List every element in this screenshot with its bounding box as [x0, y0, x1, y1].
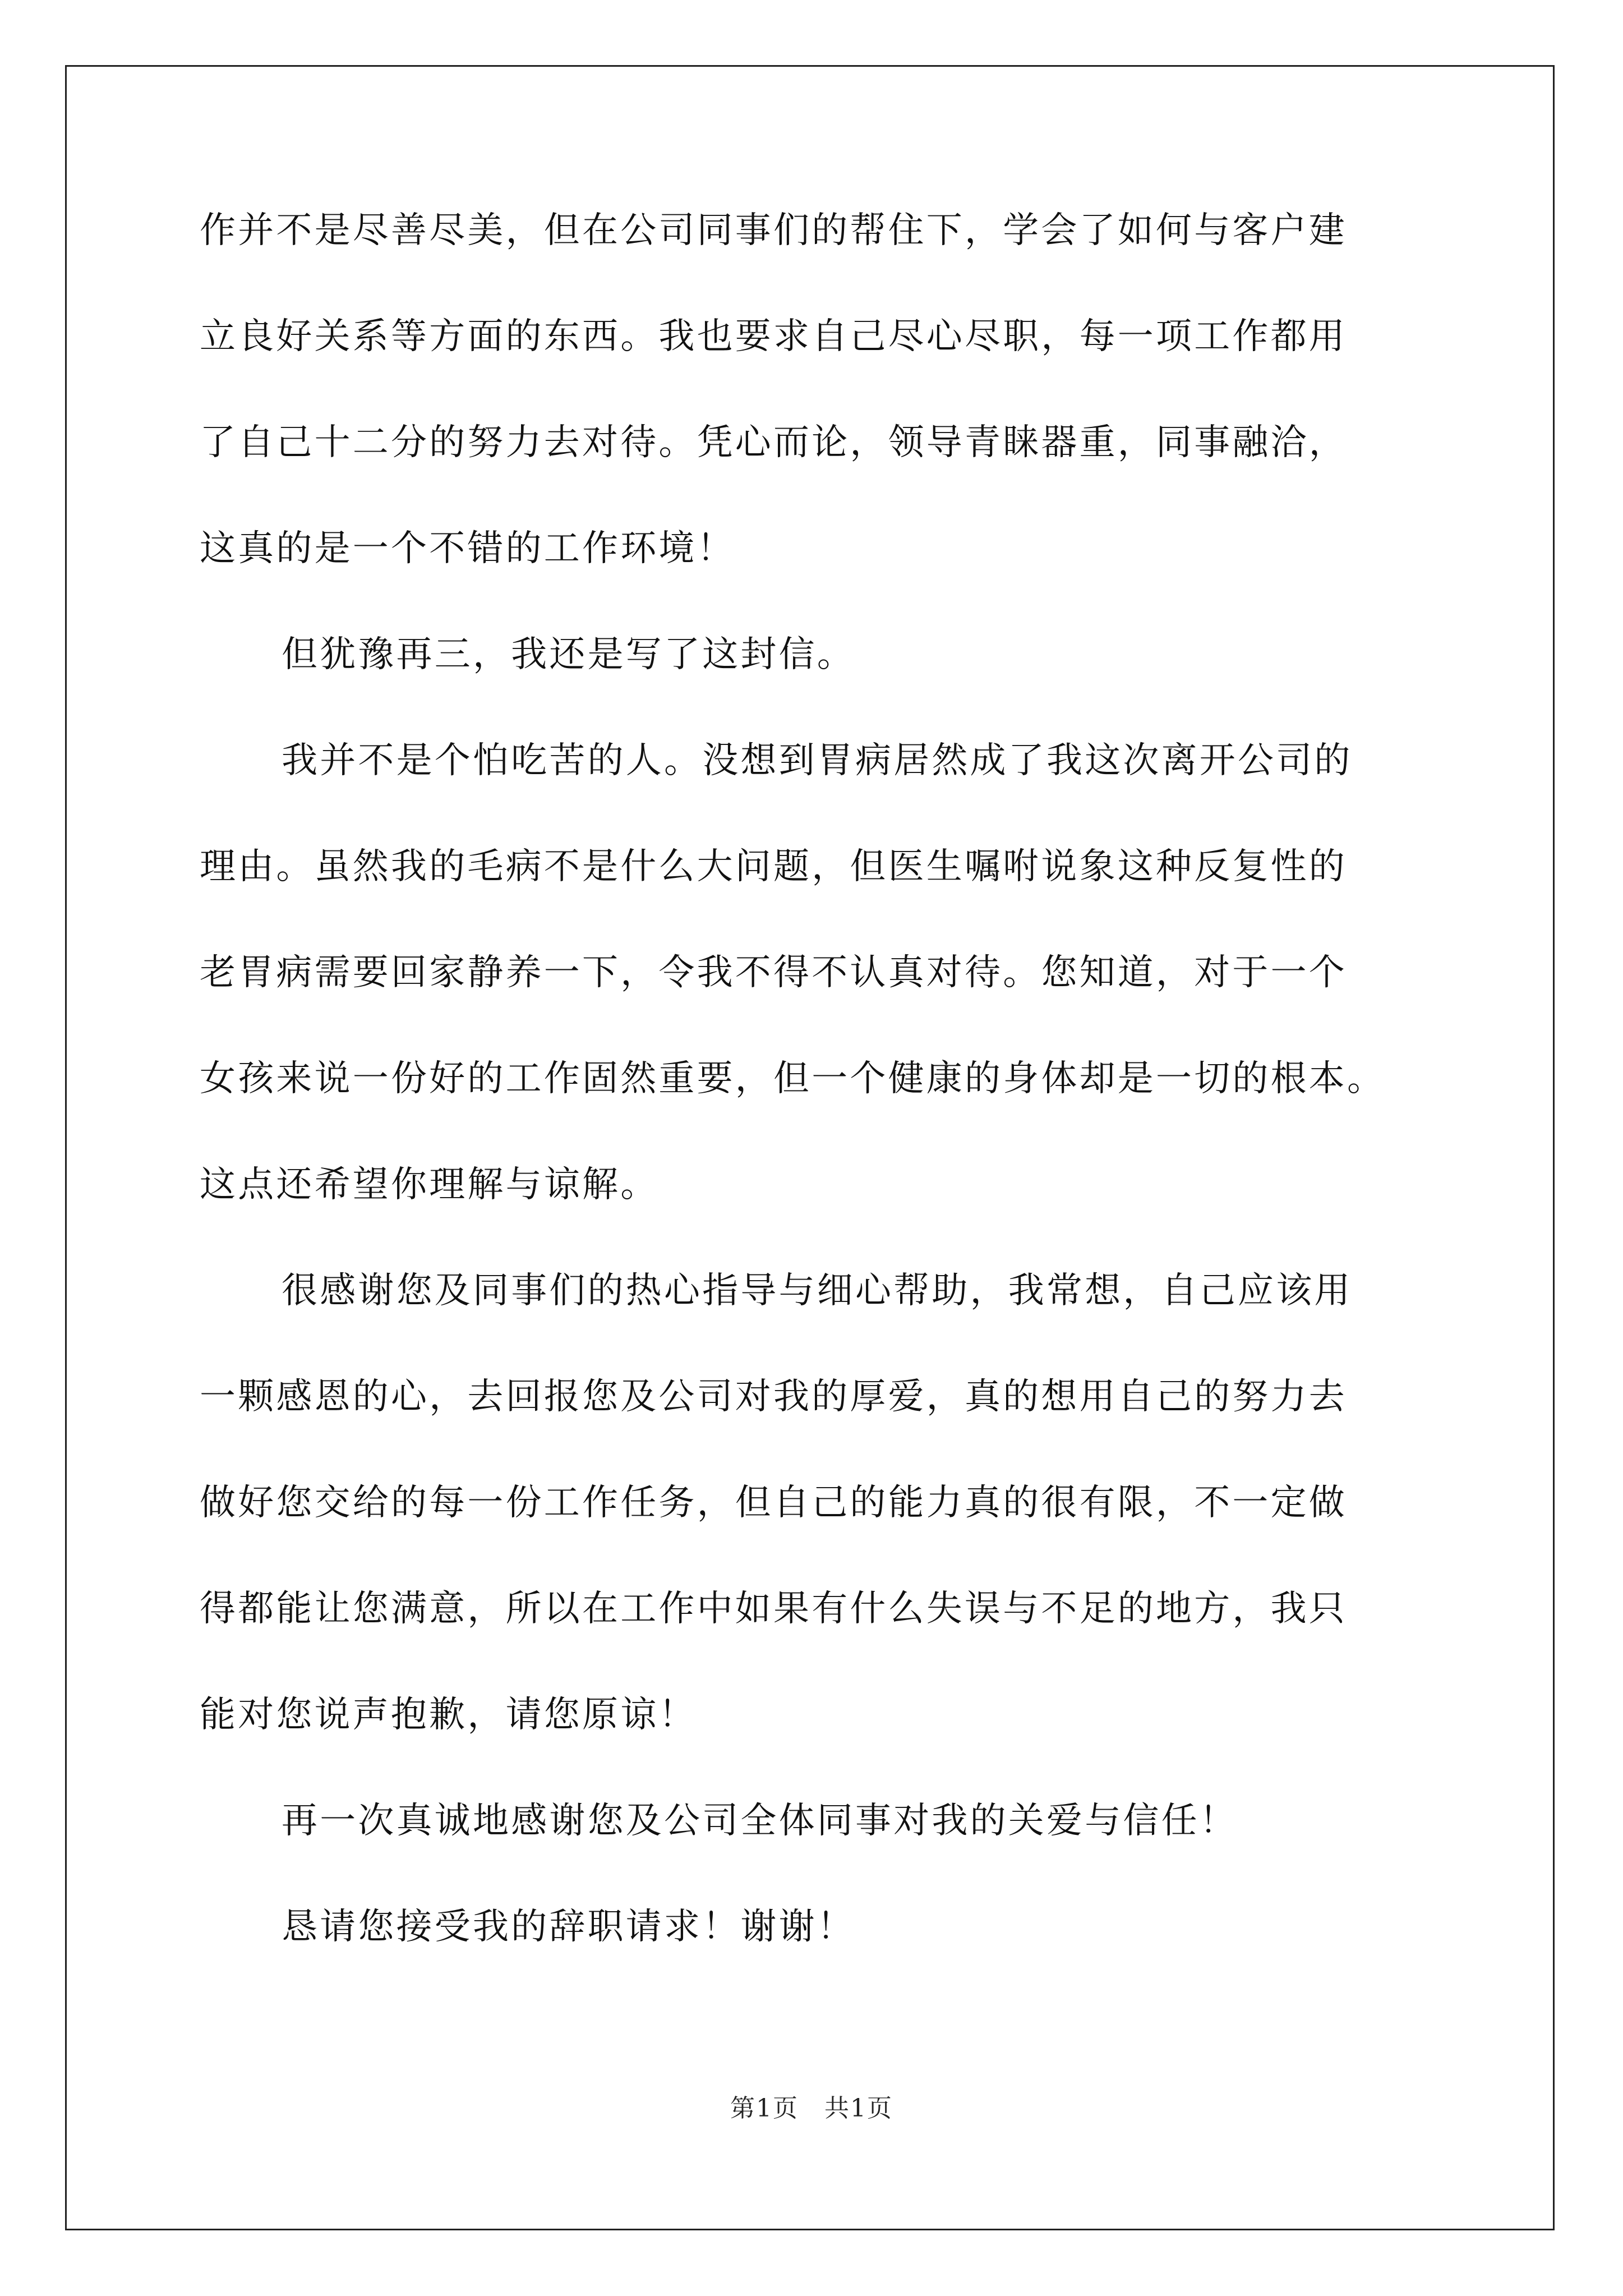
text-line-9: 女孩来说一份好的工作固然重要，但一个健康的身体却是一切的根本。 [200, 1058, 1386, 1099]
text-line-1: 作并不是尽善尽美，但在公司同事们的帮住下，学会了如何与客户建 [200, 210, 1347, 251]
text-line-6: 我并不是个怕吃苦的人。没想到胃病居然成了我这次离开公司的 [282, 740, 1353, 781]
text-line-15: 能对您说声抱歉，请您原谅！ [200, 1694, 697, 1736]
text-line-4: 这真的是一个不错的工作环境！ [200, 528, 735, 569]
text-line-17: 恳请您接受我的辞职请求！谢谢！ [282, 1906, 855, 1948]
text-line-14: 得都能让您满意，所以在工作中如果有什么失误与不足的地方，我只 [200, 1588, 1347, 1630]
text-line-16: 再一次真诚地感谢您及公司全体同事对我的关爱与信任！ [282, 1800, 1238, 1842]
text-line-11: 很感谢您及同事们的热心指导与细心帮助，我常想，自己应该用 [282, 1270, 1353, 1312]
text-line-10: 这点还希望你理解与谅解。 [200, 1164, 659, 1205]
text-line-7: 理由。虽然我的毛病不是什么大问题，但医生嘱咐说象这种反复性的 [200, 846, 1347, 887]
text-line-12: 一颗感恩的心，去回报您及公司对我的厚爱，真的想用自己的努力去 [200, 1376, 1347, 1418]
text-line-2: 立良好关系等方面的东西。我也要求自己尽心尽职，每一项工作都用 [200, 316, 1347, 357]
letter-body [200, 210, 1433, 2013]
text-line-3: 了自己十二分的努力去对待。凭心而论，领导青睐器重，同事融洽， [200, 422, 1347, 463]
text-line-13: 做好您交给的每一份工作任务，但自己的能力真的很有限，不一定做 [200, 1482, 1347, 1524]
text-line-8: 老胃病需要回家静养一下，令我不得不认真对待。您知道，对于一个 [200, 952, 1347, 993]
page-footer: 第1页 共1页 [730, 2094, 893, 2123]
text-line-5: 但犹豫再三，我还是写了这封信。 [282, 634, 855, 675]
